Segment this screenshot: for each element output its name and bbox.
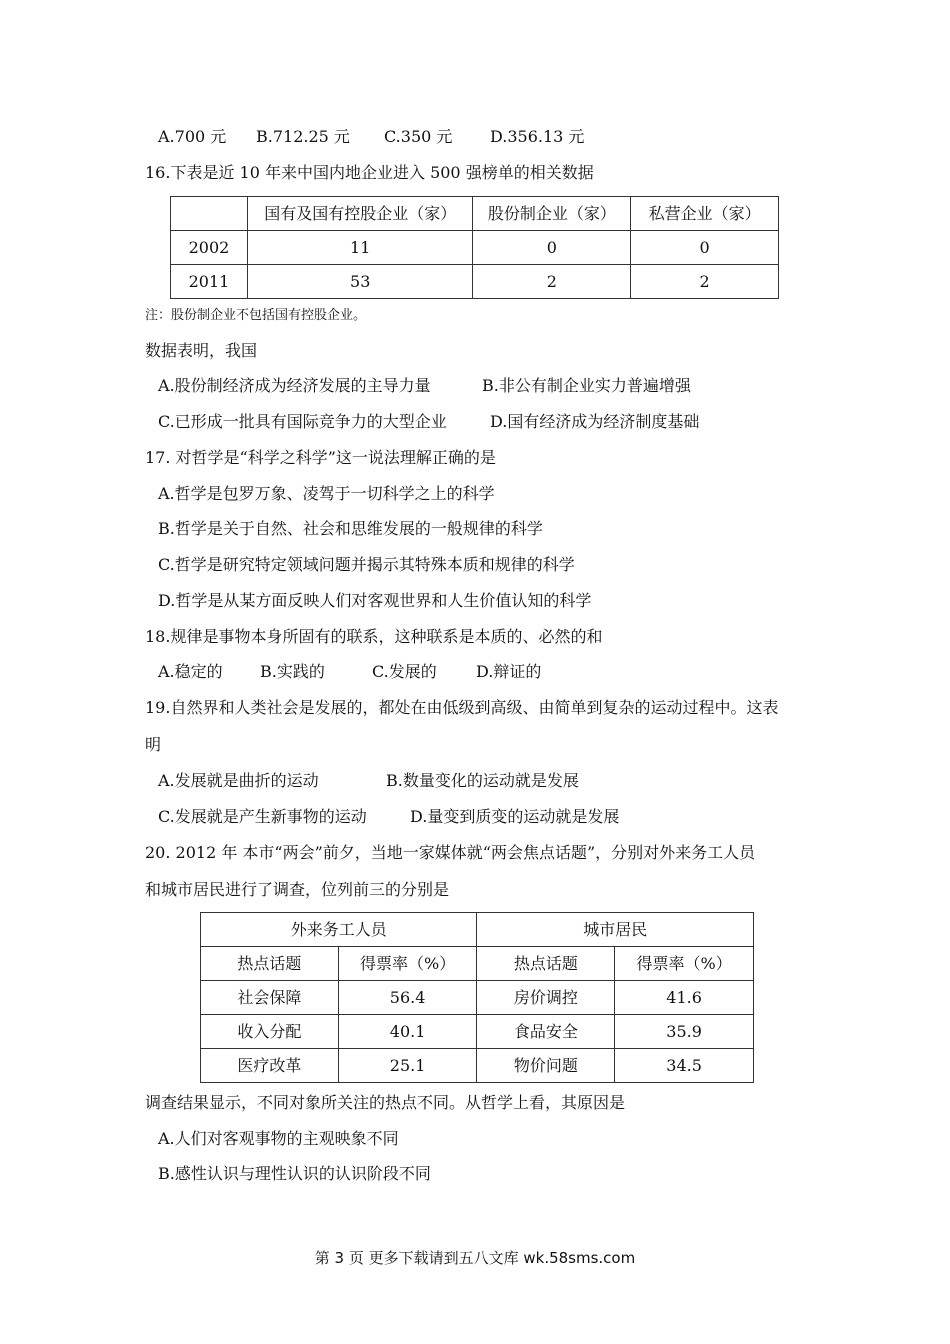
- q19-option-a: A.发展就是曲折的运动: [158, 771, 319, 790]
- q16-option-c: C.已形成一批具有国际竞争力的大型企业: [158, 412, 447, 431]
- q20-lead: 调查结果显示，不同对象所关注的热点不同。从哲学上看，其原因是: [145, 1093, 626, 1112]
- table-cell: 11: [247, 231, 473, 265]
- table-group-header-cell: 外来务工人员: [201, 913, 477, 947]
- q18-option-c: C.发展的: [372, 662, 437, 681]
- q17-option-b: B.哲学是关于自然、社会和思维发展的一般规律的科学: [158, 519, 543, 538]
- q18-option-d: D.辩证的: [476, 662, 542, 681]
- q16-stem: 16.下表是近 10 年来中国内地企业进入 500 强榜单的相关数据: [145, 163, 594, 182]
- q17-stem: 17. 对哲学是“科学之科学”这一说法理解正确的是: [145, 448, 496, 467]
- table-header-cell: 热点话题: [477, 947, 615, 981]
- q16-option-b: B.非公有制企业实力普遍增强: [482, 376, 691, 395]
- q15-option-d: D.356.13 元: [490, 127, 585, 146]
- q16-table-note: 注：股份制企业不包括国有控股企业。: [145, 308, 367, 323]
- q16-option-d: D.国有经济成为经济制度基础: [490, 412, 700, 431]
- table-row: [201, 981, 754, 1015]
- q19-option-d: D.量变到质变的运动就是发展: [410, 807, 620, 826]
- table-cell: 食品安全: [477, 1015, 615, 1049]
- table-group-header-cell: 城市居民: [477, 913, 754, 947]
- table-cell: 41.6: [615, 981, 754, 1015]
- table-cell: 40.1: [338, 1015, 477, 1049]
- table-cell: 35.9: [615, 1015, 754, 1049]
- q17-option-a: A.哲学是包罗万象、凌驾于一切科学之上的科学: [158, 484, 495, 503]
- table-cell: 2011: [171, 265, 248, 299]
- table-header-cell: 热点话题: [201, 947, 339, 981]
- table-cell: 34.5: [615, 1049, 754, 1083]
- q19-option-c: C.发展就是产生新事物的运动: [158, 807, 367, 826]
- table-cell: 社会保障: [201, 981, 339, 1015]
- q19-stem-line-1: 19.自然界和人类社会是发展的，都处在由低级到高级、由简单到复杂的运动过程中。这表: [145, 698, 779, 717]
- q16-lead: 数据表明，我国: [145, 341, 258, 360]
- table-cell: 医疗改革: [201, 1049, 339, 1083]
- table-cell: 53: [247, 265, 473, 299]
- q18-option-b: B.实践的: [260, 662, 325, 681]
- q20-stem-line-1: 20. 2012 年 本市“两会”前夕，当地一家媒体就“两会焦点话题”，分别对外来务工人员: [145, 843, 756, 862]
- table-cell: 收入分配: [201, 1015, 339, 1049]
- q15-option-b: B.712.25 元: [256, 127, 350, 146]
- table-row: [201, 1015, 754, 1049]
- table-header-cell: 国有及国有控股企业（家）: [247, 197, 473, 231]
- q20-table: [200, 912, 754, 1083]
- q20-option-b: B.感性认识与理性认识的认识阶段不同: [158, 1164, 431, 1183]
- q15-option-c: C.350 元: [384, 127, 453, 146]
- table-cell: 0: [473, 231, 631, 265]
- table-header-cell: 得票率（%）: [338, 947, 477, 981]
- table-header-cell: 私营企业（家）: [631, 197, 779, 231]
- table-row: [201, 1049, 754, 1083]
- q18-option-a: A.稳定的: [158, 662, 223, 681]
- table-header-cell: 得票率（%）: [615, 947, 754, 981]
- q16-table: [170, 196, 779, 299]
- table-cell: 房价调控: [477, 981, 615, 1015]
- table-row: [171, 231, 779, 265]
- table-cell: 2: [631, 265, 779, 299]
- table-cell: [171, 197, 248, 231]
- table-cell: 25.1: [338, 1049, 477, 1083]
- q18-stem: 18.规律是事物本身所固有的联系，这种联系是本质的、必然的和: [145, 627, 603, 646]
- q19-stem-line-2: 明: [145, 735, 162, 754]
- q17-option-d: D.哲学是从某方面反映人们对客观世界和人生价值认知的科学: [158, 591, 592, 610]
- table-header-cell: 股份制企业（家）: [473, 197, 631, 231]
- table-group-header-row: [201, 913, 754, 947]
- table-cell: 0: [631, 231, 779, 265]
- q20-option-a: A.人们对客观事物的主观映象不同: [158, 1129, 399, 1148]
- q15-option-a: A.700 元: [158, 127, 227, 146]
- q17-option-c: C.哲学是研究特定领域问题并揭示其特殊本质和规律的科学: [158, 555, 575, 574]
- table-row: [171, 265, 779, 299]
- table-cell: 物价问题: [477, 1049, 615, 1083]
- table-header-row: [171, 197, 779, 231]
- page-footer: 第 3 页 更多下载请到五八文库 wk.58sms.com: [314, 1249, 636, 1267]
- table-header-row: [201, 947, 754, 981]
- q16-option-a: A.股份制经济成为经济发展的主导力量: [158, 376, 431, 395]
- q20-stem-line-2: 和城市居民进行了调查，位列前三的分别是: [145, 880, 450, 899]
- q19-option-b: B.数量变化的运动就是发展: [386, 771, 579, 790]
- table-cell: 56.4: [338, 981, 477, 1015]
- table-cell: 2: [473, 265, 631, 299]
- table-cell: 2002: [171, 231, 248, 265]
